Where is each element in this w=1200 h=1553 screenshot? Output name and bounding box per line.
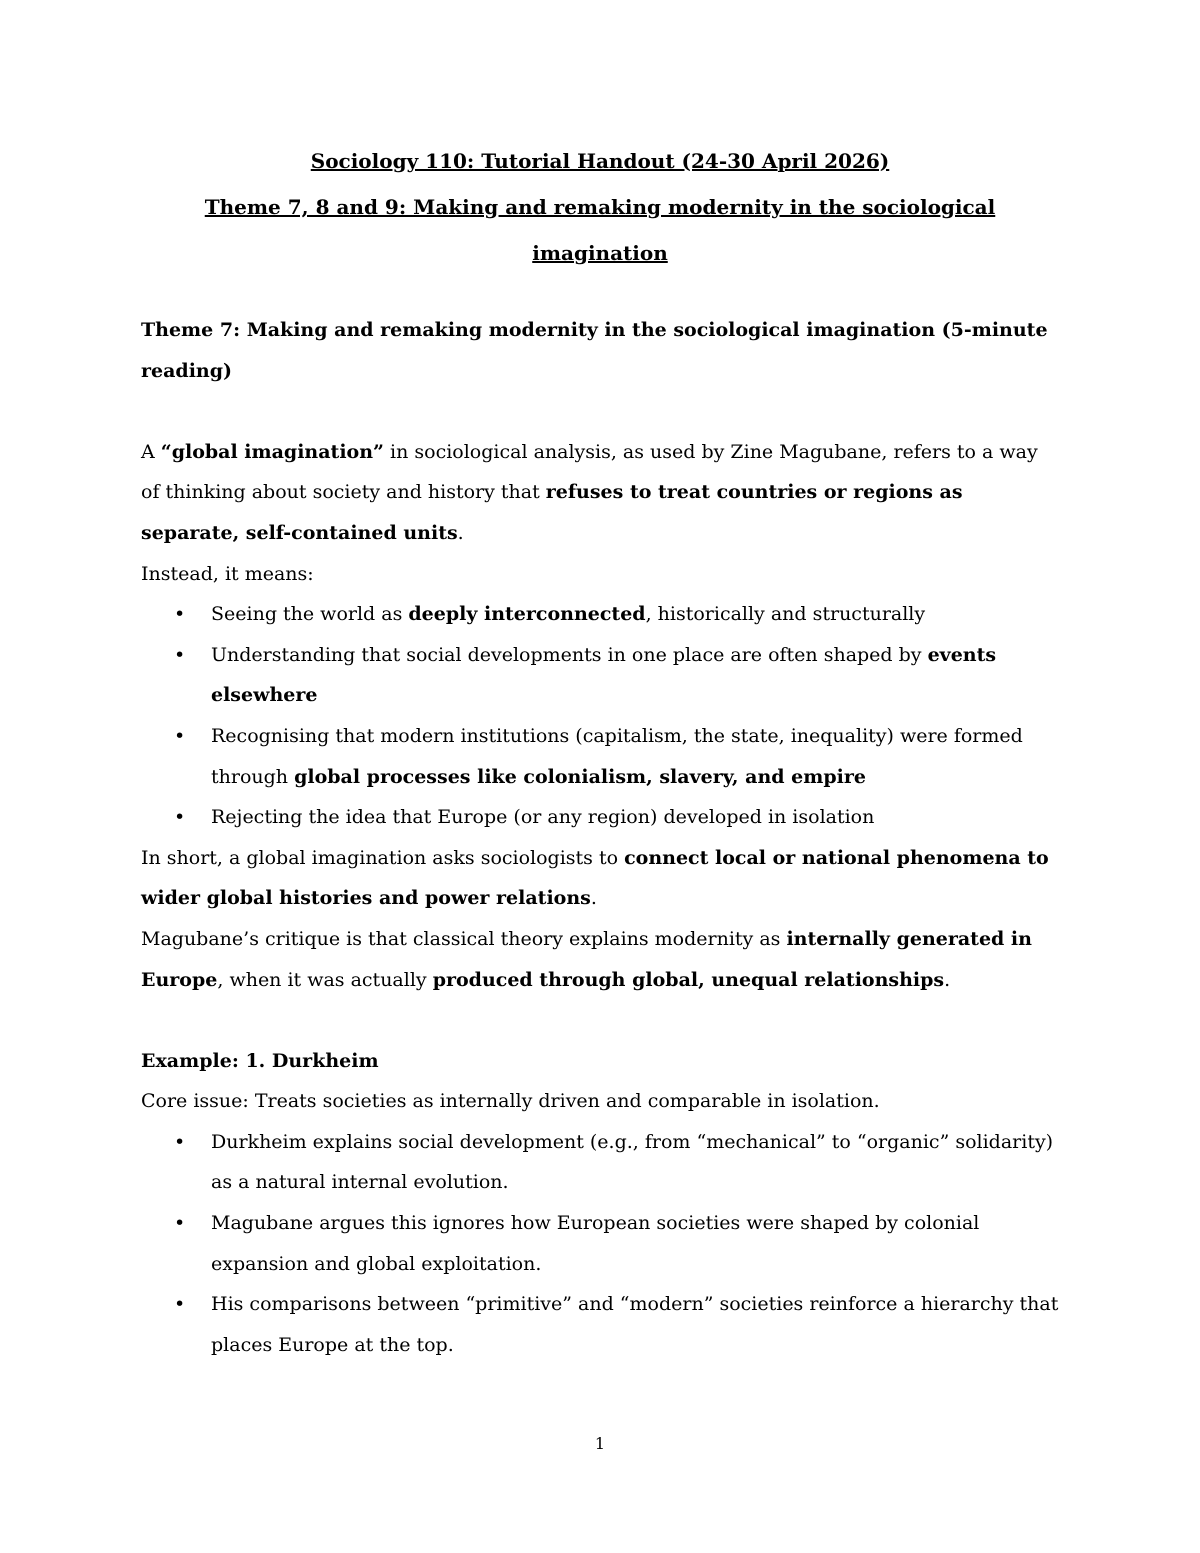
bullet-icon: •: [174, 1130, 186, 1153]
instead-line: Instead, it means:: [141, 562, 314, 585]
critique-text: , when it was actually: [217, 968, 433, 991]
bullet-icon: •: [174, 643, 186, 666]
critique-text: Magubane’s critique is that classical theory explains modernity as: [141, 927, 787, 950]
spacer: [141, 276, 1059, 310]
intro-term-global-imagination: “global imagination”: [160, 440, 384, 463]
document-body: [141, 138, 1059, 1365]
bullet-icon: •: [174, 806, 186, 829]
list-item: [141, 1122, 1059, 1203]
summary-text: .: [590, 887, 597, 910]
spacer: [141, 1000, 1059, 1041]
critique-text: .: [944, 968, 951, 991]
intro-text-1: A: [141, 440, 161, 463]
intro-paragraph: [141, 432, 1059, 554]
summary-text: In short, a global imagination asks sociologists to: [141, 846, 625, 869]
durkheim-list: [141, 1122, 1059, 1366]
list-item-bold: deeply interconnected: [408, 603, 646, 626]
handout-title: Sociology 110: Tutorial Handout (24-30 April 2026): [310, 149, 890, 173]
handout-subtitle: Theme 7, 8 and 9: Making and remaking modernity in the sociological imagination: [204, 195, 996, 265]
summary-emphasis: connect local or national phenomena to wider global histories and power relations: [141, 846, 1049, 910]
theme7-heading: Theme 7: Making and remaking modernity in the sociological imagination (5-minute reading): [141, 319, 1048, 382]
list-item: [141, 1284, 1059, 1365]
core-issue-line: Core issue: Treats societies as internally driven and comparable in isolation.: [141, 1090, 880, 1113]
list-item-text: His comparisons between “primitive” and “modern” societies reinforce a hierarchy that places Europe at the top.: [211, 1293, 1059, 1356]
critique-paragraph: [141, 919, 1059, 1000]
global-imagination-list: [141, 594, 1059, 838]
list-item: [141, 594, 1059, 635]
bullet-icon: •: [174, 1212, 186, 1235]
critique-emphasis: internally generated in Europe: [141, 927, 1032, 991]
intro-emphasis: refuses to treat countries or regions as separate, self-contained units: [141, 481, 963, 544]
example-heading: Example: 1. Durkheim: [141, 1049, 379, 1072]
list-item-text: , historically and structurally: [645, 603, 926, 626]
list-item-text: Rejecting the idea that Europe (or any region) developed in isolation: [211, 806, 875, 829]
list-item: [141, 716, 1059, 797]
bullet-icon: •: [174, 724, 186, 747]
bullet-icon: •: [174, 1293, 186, 1316]
list-item-text: Understanding that social developments in one place are often shaped by: [211, 643, 928, 666]
list-item: [141, 635, 1059, 716]
list-item: [141, 1203, 1059, 1284]
list-item-bold: events elsewhere: [211, 643, 997, 707]
list-item-text: Recognising that modern institutions (capitalism, the state, inequality) were formed through: [211, 724, 1023, 788]
summary-paragraph: [141, 838, 1059, 919]
intro-text-3: .: [457, 521, 464, 544]
list-item-text: Seeing the world as: [211, 603, 409, 626]
page-number: 1: [594, 1434, 606, 1453]
intro-text-2: in sociological analysis, as used by Zine Magubane, refers to a way of thinking about society and history that: [141, 440, 1038, 504]
list-item: [141, 797, 1059, 838]
list-item-text: Magubane argues this ignores how European societies were shaped by colonial expansion and global exploitation.: [211, 1212, 980, 1275]
critique-emphasis: produced through global, unequal relationships: [432, 968, 945, 991]
list-item-bold: global processes like colonialism, slavery, and empire: [294, 765, 866, 788]
list-item-text: Durkheim explains social development (e.g., from “mechanical” to “organic” solidarity) as a natural internal evolution.: [211, 1130, 1054, 1194]
bullet-icon: •: [174, 603, 186, 626]
spacer: [141, 391, 1059, 432]
